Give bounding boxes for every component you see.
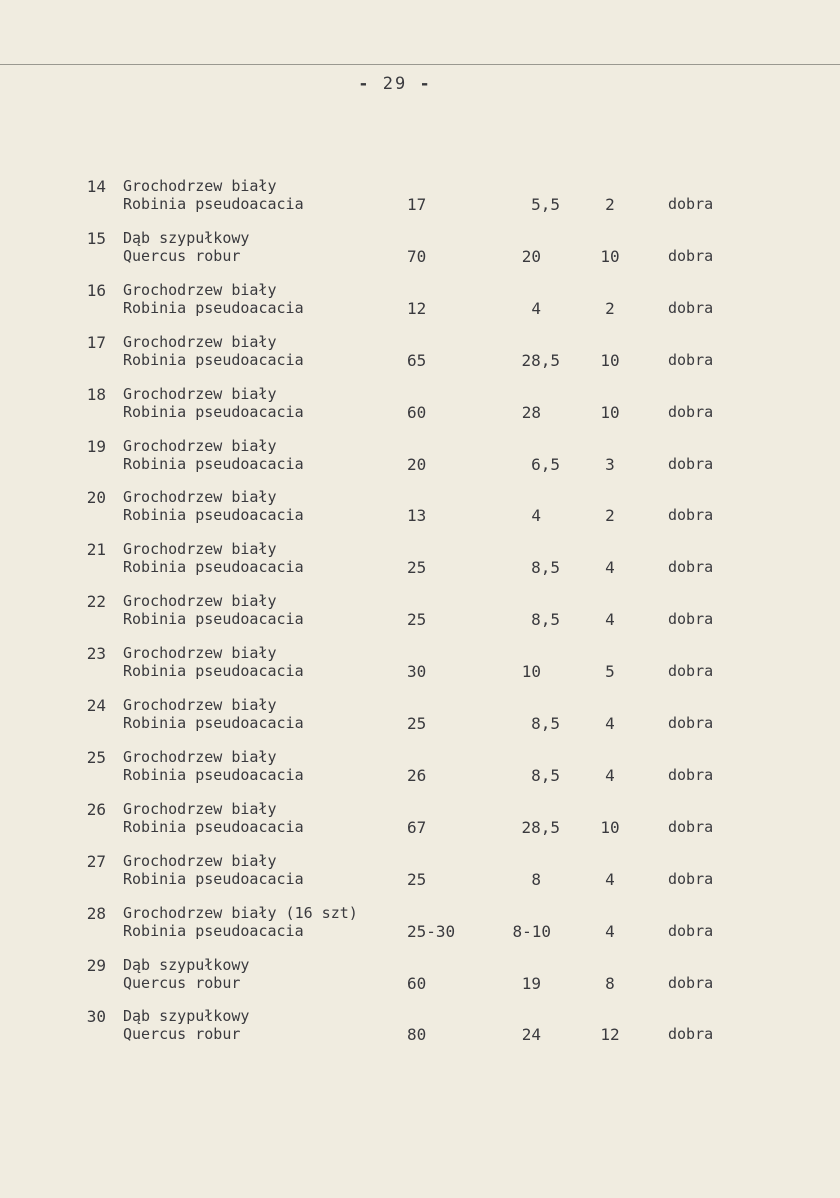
page-number-value: 29 (382, 74, 408, 94)
value-3: 4 (605, 921, 615, 941)
row-number: 30 (86, 1007, 106, 1027)
row-number: 25 (86, 747, 106, 767)
value-2: 10 (521, 662, 541, 682)
value-3: 10 (600, 817, 620, 837)
value-3: 12 (600, 1025, 620, 1045)
value-2: 20 (521, 246, 541, 266)
value-1: 17 (407, 195, 427, 214)
table-row (0, 956, 840, 996)
species-name: Grochodrzew biały (16 szt) (123, 903, 358, 922)
species-name: Grochodrzew biały (123, 384, 277, 403)
condition: dobra (668, 246, 714, 265)
species-name: Grochodrzew biały (123, 696, 277, 714)
row-number: 19 (86, 436, 106, 456)
species-name: Grochodrzew biały (123, 280, 277, 299)
row-number: 20 (86, 488, 106, 508)
row-number: 15 (86, 228, 106, 248)
condition: dobra (668, 765, 714, 784)
value-1: 70 (407, 246, 427, 266)
value-2: 8,5 (531, 714, 560, 733)
species-name: Grochodrzew biały (123, 436, 277, 455)
species-name: Grochodrzew biały (123, 540, 277, 559)
table-row (0, 800, 840, 840)
row-number: 23 (86, 644, 106, 664)
species-name: Grochodrzew biały (123, 488, 277, 507)
value-1: 12 (407, 298, 427, 318)
latin-name: Quercus robur (123, 1025, 241, 1044)
condition: dobra (668, 402, 714, 421)
table-row (0, 852, 840, 892)
value-1: 25 (407, 869, 427, 889)
value-1: 26 (407, 765, 427, 785)
row-number: 22 (86, 592, 106, 612)
value-2: 24 (521, 1025, 541, 1045)
latin-name: Robinia pseudoacacia (123, 610, 304, 629)
latin-name: Robinia pseudoacacia (123, 765, 304, 784)
table-row (0, 1007, 840, 1047)
row-number: 24 (86, 696, 106, 715)
value-2: 5,5 (531, 195, 560, 214)
latin-name: Robinia pseudoacacia (123, 817, 304, 836)
row-number: 17 (86, 332, 106, 352)
table-row (0, 385, 840, 425)
table-row (0, 229, 840, 269)
species-name: Dąb szypułkowy (123, 955, 250, 974)
value-3: 10 (600, 350, 620, 370)
value-2: 8,5 (531, 765, 560, 785)
value-2: 28,5 (521, 817, 560, 837)
species-name: Grochodrzew biały (123, 851, 277, 870)
species-name: Dąb szypułkowy (123, 1007, 250, 1026)
value-2: 28 (521, 402, 541, 422)
latin-name: Robinia pseudoacacia (123, 506, 304, 525)
value-3: 5 (605, 662, 615, 682)
species-name: Grochodrzew biały (123, 177, 277, 195)
table-row (0, 904, 840, 944)
value-3: 4 (605, 714, 615, 733)
latin-name: Robinia pseudoacacia (123, 402, 304, 421)
species-name: Dąb szypułkowy (123, 228, 250, 247)
value-2: 8,5 (531, 610, 560, 630)
species-name: Grochodrzew biały (123, 332, 277, 351)
condition: dobra (668, 662, 714, 681)
condition: dobra (668, 973, 714, 992)
header-rule (0, 64, 840, 65)
table-row (0, 748, 840, 788)
latin-name: Robinia pseudoacacia (123, 454, 304, 473)
table-row (0, 177, 840, 217)
value-3: 4 (605, 869, 615, 889)
value-2: 8 (531, 869, 541, 889)
condition: dobra (668, 1025, 714, 1044)
table-row (0, 333, 840, 373)
value-3: 3 (605, 454, 615, 474)
value-3: 4 (605, 558, 615, 578)
row-number: 14 (86, 177, 106, 196)
table-row (0, 281, 840, 321)
value-2: 6,5 (531, 454, 560, 474)
condition: dobra (668, 714, 714, 732)
species-name: Grochodrzew biały (123, 747, 277, 766)
species-name: Grochodrzew biały (123, 592, 277, 611)
condition: dobra (668, 610, 714, 629)
species-name: Grochodrzew biały (123, 799, 277, 818)
latin-name: Quercus robur (123, 973, 241, 992)
value-1: 67 (407, 817, 427, 837)
value-3: 2 (605, 298, 615, 318)
condition: dobra (668, 869, 714, 888)
row-number: 16 (86, 280, 106, 300)
row-number: 27 (86, 851, 106, 871)
value-2: 4 (531, 506, 541, 526)
value-1: 20 (407, 454, 427, 474)
value-1: 13 (407, 506, 427, 526)
table-row (0, 592, 840, 632)
value-2: 19 (521, 973, 541, 993)
latin-name: Robinia pseudoacacia (123, 662, 304, 681)
value-1: 25 (407, 714, 427, 733)
value-1: 25 (407, 610, 427, 630)
row-number: 26 (86, 799, 106, 819)
species-name: Grochodrzew biały (123, 644, 277, 663)
value-3: 4 (605, 765, 615, 785)
value-2: 28,5 (521, 350, 560, 370)
table-row (0, 540, 840, 580)
latin-name: Robinia pseudoacacia (123, 558, 304, 577)
value-1: 60 (407, 402, 427, 422)
value-1: 30 (407, 662, 427, 682)
condition: dobra (668, 921, 714, 940)
value-1: 25 (407, 558, 427, 578)
row-number: 18 (86, 384, 106, 404)
value-2: 4 (531, 298, 541, 318)
value-2: 8-10 (512, 921, 551, 941)
condition: dobra (668, 195, 714, 213)
latin-name: Robinia pseudoacacia (123, 714, 304, 732)
condition: dobra (668, 298, 714, 317)
latin-name: Robinia pseudoacacia (123, 195, 304, 213)
value-1: 65 (407, 350, 427, 370)
table-row (0, 488, 840, 528)
value-1: 80 (407, 1025, 427, 1045)
condition: dobra (668, 817, 714, 836)
condition: dobra (668, 454, 714, 473)
condition: dobra (668, 506, 714, 525)
row-number: 29 (86, 955, 106, 975)
value-3: 8 (605, 973, 615, 993)
table-row (0, 696, 840, 736)
condition: dobra (668, 350, 714, 369)
condition: dobra (668, 558, 714, 577)
value-3: 10 (600, 246, 620, 266)
value-3: 2 (605, 506, 615, 526)
latin-name: Robinia pseudoacacia (123, 298, 304, 317)
row-number: 21 (86, 540, 106, 560)
value-1: 60 (407, 973, 427, 993)
value-3: 10 (600, 402, 620, 422)
value-2: 8,5 (531, 558, 560, 578)
latin-name: Robinia pseudoacacia (123, 921, 304, 940)
value-3: 4 (605, 610, 615, 630)
row-number: 28 (86, 903, 106, 923)
latin-name: Robinia pseudoacacia (123, 350, 304, 369)
value-1: 25-30 (407, 921, 456, 941)
latin-name: Robinia pseudoacacia (123, 869, 304, 888)
latin-name: Quercus robur (123, 246, 241, 265)
page-number: - 29 - (358, 74, 432, 94)
table-row (0, 644, 840, 684)
table-row (0, 437, 840, 477)
value-3: 2 (605, 195, 615, 214)
